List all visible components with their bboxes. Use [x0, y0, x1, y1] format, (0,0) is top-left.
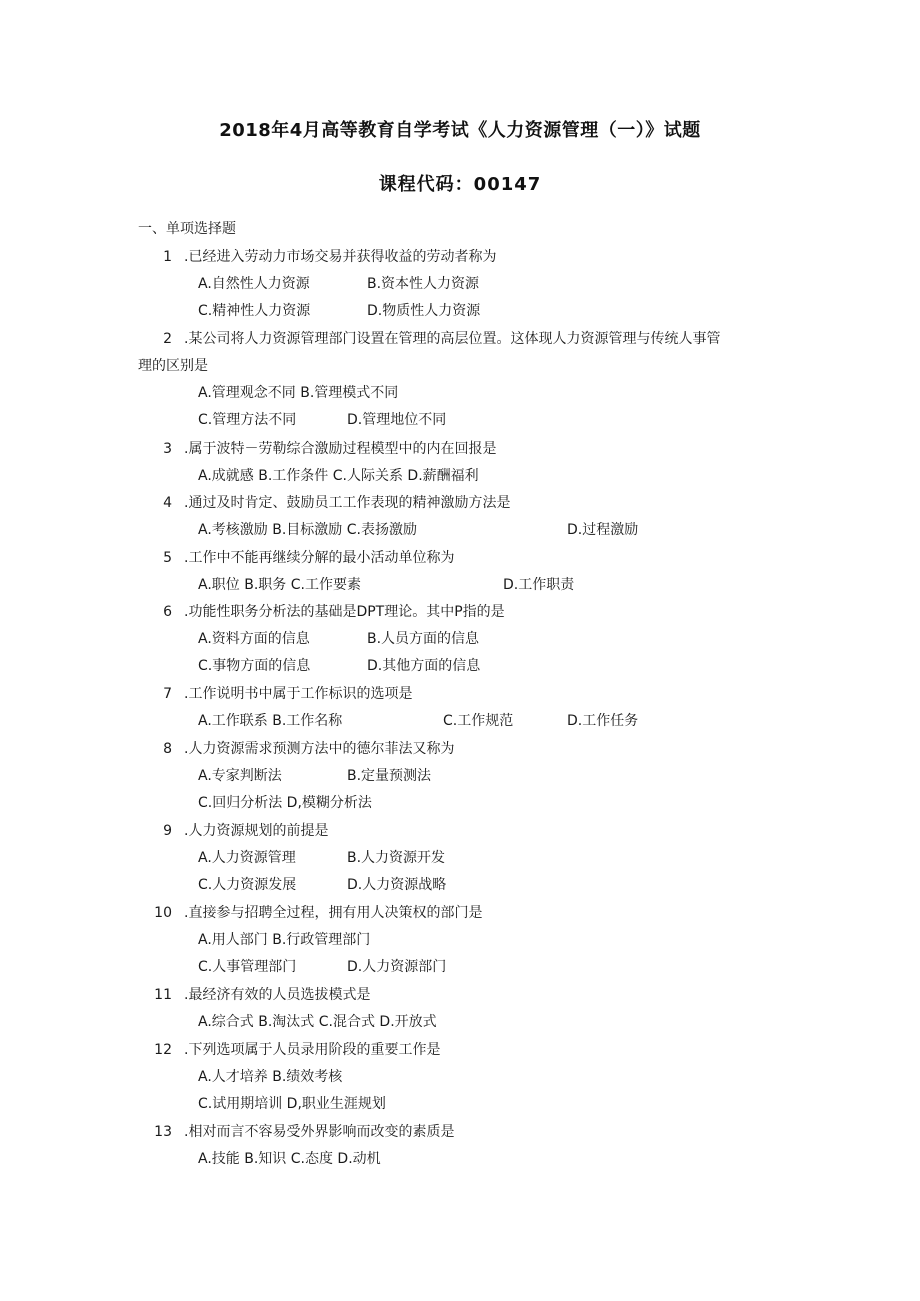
section-heading: 一、单项选择题 [138, 221, 236, 237]
question-2 [138, 330, 720, 348]
answer-option: D.其他方面的信息 [367, 658, 481, 674]
question-text: .相对而言不容易受外界影响而改变的素质是 [184, 1124, 455, 1140]
question-11 [138, 986, 370, 1004]
answer-option: B.人员方面的信息 [367, 631, 480, 647]
question-number: 7 [163, 686, 172, 702]
answer-option: D.工作任务 [567, 713, 639, 729]
question-text: .下列选项属于人员录用阶段的重要工作是 [184, 1042, 441, 1058]
question-1 [138, 248, 496, 266]
question-number: 2 [163, 331, 172, 347]
answer-option: A.考核激励 B.目标激励 C.表扬激励 [198, 522, 417, 538]
answer-option: C.回归分析法 D,模糊分析法 [198, 795, 372, 811]
question-number: 3 [163, 441, 172, 457]
answer-option: A.人力资源管理 [198, 850, 296, 866]
question-text: .某公司将人力资源管理部门设置在管理的高层位置。这体现人力资源管理与传统人事管 [184, 331, 721, 347]
question-9 [138, 822, 328, 840]
answer-option: A.职位 B.职务 C.工作要素 [198, 577, 361, 593]
answer-option: A.人才培养 B.绩效考核 [198, 1069, 343, 1085]
question-text: .人力资源规划的前提是 [184, 823, 329, 839]
question-number: 12 [154, 1042, 172, 1058]
answer-option: C.管理方法不同 [198, 412, 297, 428]
question-text: .直接参与招聘全过程，拥有用人决策权的部门是 [184, 905, 483, 921]
answer-option: B.人力资源开发 [347, 850, 446, 866]
question-number: 6 [163, 604, 172, 620]
question-text: .工作说明书中属于工作标识的选项是 [184, 686, 413, 702]
question-number: 1 [163, 249, 172, 265]
exam-title: 2018年4月高等教育自学考试《人力资源管理（一）》试题 [219, 120, 701, 141]
question-7 [138, 685, 412, 703]
answer-option: B.资本性人力资源 [367, 276, 480, 292]
answer-option: D.管理地位不同 [347, 412, 447, 428]
question-5 [138, 549, 454, 567]
question-text-continued: 理的区别是 [138, 358, 208, 374]
answer-option: D.物质性人力资源 [367, 303, 481, 319]
question-4 [138, 494, 510, 512]
answer-option: D.人力资源战略 [347, 877, 447, 893]
answer-option: B.定量预测法 [347, 768, 432, 784]
question-number: 9 [163, 823, 172, 839]
question-text: .通过及时肯定、鼓励员工工作表现的精神激励方法是 [184, 495, 511, 511]
question-12 [138, 1041, 440, 1059]
course-code: 课程代码：00147 [378, 174, 542, 195]
answer-option: A.技能 B.知识 C.态度 D.动机 [198, 1151, 381, 1167]
question-number: 11 [154, 987, 172, 1003]
answer-option: A.成就感 B.工作条件 C.人际关系 D.薪酬福利 [198, 468, 479, 484]
question-number: 5 [163, 550, 172, 566]
answer-option: C.事物方面的信息 [198, 658, 311, 674]
answer-option: A.专家判断法 [198, 768, 282, 784]
question-text: .已经进入劳动力市场交易并获得收益的劳动者称为 [184, 249, 497, 265]
question-number: 8 [163, 741, 172, 757]
answer-option: A.工作联系 B.工作名称 [198, 713, 343, 729]
question-number: 10 [154, 905, 172, 921]
answer-option: C.精神性人力资源 [198, 303, 311, 319]
question-10 [138, 904, 482, 922]
question-text: .最经济有效的人员选拔模式是 [184, 987, 371, 1003]
question-8 [138, 740, 454, 758]
answer-option: C.人事管理部门 [198, 959, 297, 975]
question-6 [138, 603, 505, 621]
question-number: 4 [163, 495, 172, 511]
answer-option: C.工作规范 [443, 713, 514, 729]
answer-option: A.自然性人力资源 [198, 276, 310, 292]
answer-option: D.人力资源部门 [347, 959, 447, 975]
question-text: .属于波特－劳勒综合激励过程模型中的内在回报是 [184, 441, 497, 457]
question-3 [138, 440, 496, 458]
answer-option: A.资料方面的信息 [198, 631, 310, 647]
answer-option: D.过程激励 [567, 522, 639, 538]
question-text: .功能性职务分析法的基础是DPT理论。其中P指的是 [184, 604, 505, 620]
answer-option: C.试用期培训 D,职业生涯规划 [198, 1096, 386, 1112]
answer-option: D.工作职责 [503, 577, 575, 593]
question-13 [138, 1123, 454, 1141]
answer-option: C.人力资源发展 [198, 877, 297, 893]
question-text: .人力资源需求预测方法中的德尔菲法又称为 [184, 741, 455, 757]
answer-option: A.管理观念不同 B.管理模式不同 [198, 385, 399, 401]
question-text: .工作中不能再继续分解的最小活动单位称为 [184, 550, 455, 566]
answer-option: A.用人部门 B.行政管理部门 [198, 932, 371, 948]
question-number: 13 [154, 1124, 172, 1140]
answer-option: A.综合式 B.淘汰式 C.混合式 D.开放式 [198, 1014, 437, 1030]
